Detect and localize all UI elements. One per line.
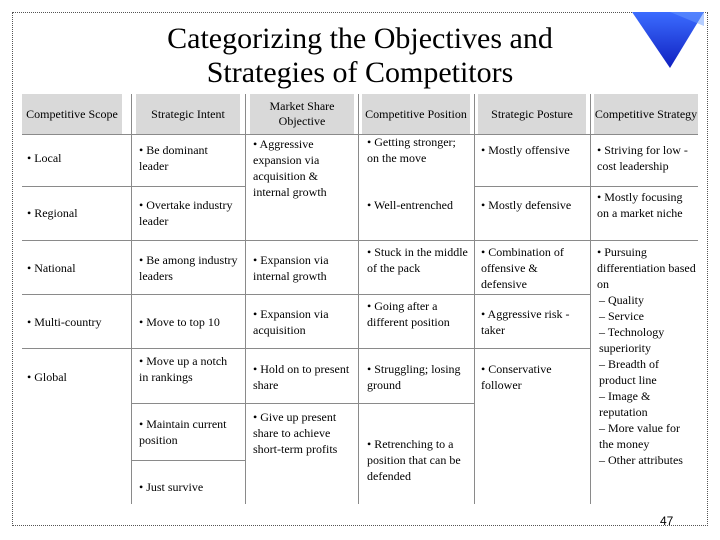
header-competitive-scope: Competitive Scope — [22, 94, 122, 134]
row-divider — [22, 186, 246, 187]
position-struggling: • Struggling; losing ground — [367, 362, 461, 392]
column-divider — [474, 94, 475, 504]
header-competitive-position: Competitive Position — [362, 94, 470, 134]
posture-offensive: • Mostly offensive — [481, 143, 570, 157]
column-divider — [590, 94, 591, 504]
position-retrenching: • Retrenching to a position that can be defended — [367, 437, 461, 483]
strategy-subitem: – Service — [599, 309, 644, 323]
share-hold-present: • Hold on to present share — [253, 362, 350, 392]
strategy-subitem: – Breadth of product line — [599, 357, 659, 387]
intent-just-survive: • Just survive — [139, 480, 204, 494]
scope-national: • National — [27, 261, 76, 275]
scope-local: • Local — [27, 151, 62, 165]
strategy-differentiation — [594, 244, 700, 468]
strategy-subitem: – More value for the money — [599, 421, 680, 451]
scope-multi-country: • Multi-country — [27, 315, 102, 329]
strategy-low-cost: • Striving for low -cost leadership — [597, 143, 688, 173]
strategy-subitem: – Other attributes — [599, 453, 683, 467]
strategy-pursuing: • Pursuing differentiation based on — [597, 245, 696, 291]
row-divider — [132, 403, 474, 404]
strategy-subitem: – Image & reputation — [599, 389, 651, 419]
scope-regional: • Regional — [27, 206, 78, 220]
column-divider — [358, 94, 359, 504]
down-triangle-logo-icon — [628, 6, 708, 70]
strategy-niche: • Mostly focusing on a market niche — [597, 190, 683, 220]
intent-among-leaders: • Be among industry leaders — [139, 253, 238, 283]
title-line-1: Categorizing the Objectives and — [167, 22, 553, 55]
position-getting-stronger: • Getting stronger; on the move — [367, 135, 456, 165]
share-acquisition: • Expansion via acquisition — [253, 307, 329, 337]
column-divider — [131, 94, 132, 504]
header-market-share-objective: Market Share Objective — [250, 94, 354, 134]
intent-overtake-leader: • Overtake industry leader — [139, 198, 233, 228]
position-well-entrenched: • Well-entrenched — [367, 198, 453, 212]
share-internal-growth: • Expansion via internal growth — [253, 253, 329, 283]
header-divider — [22, 134, 698, 135]
strategy-subitem: – Technology superiority — [599, 325, 665, 355]
row-divider — [22, 348, 590, 349]
page-number: 47 — [660, 514, 674, 528]
posture-conservative: • Conservative follower — [481, 362, 552, 392]
column-divider — [245, 94, 246, 504]
share-give-up: • Give up present share to achieve short-term profits — [253, 410, 338, 456]
header-strategic-intent: Strategic Intent — [136, 94, 240, 134]
intent-move-up-notch: • Move up a notch in rankings — [139, 354, 228, 384]
row-divider — [22, 294, 590, 295]
scope-global: • Global — [27, 370, 67, 384]
header-strategic-posture: Strategic Posture — [478, 94, 586, 134]
posture-combination: • Combination of offensive & defensive — [481, 245, 564, 291]
posture-risk-taker: • Aggressive risk -taker — [481, 307, 570, 337]
row-divider — [22, 240, 698, 241]
row-divider — [474, 186, 698, 187]
slide-title — [90, 22, 630, 90]
intent-be-dominant-leader: • Be dominant leader — [139, 143, 208, 173]
share-aggressive-expansion: • Aggressive expansion via acquisition & internal growth — [253, 137, 327, 199]
title-line-2: Strategies of Competitors — [206, 56, 514, 89]
row-divider — [132, 460, 245, 461]
intent-maintain-position: • Maintain current position — [139, 417, 227, 447]
strategy-subitem: – Quality — [599, 293, 644, 307]
posture-defensive: • Mostly defensive — [481, 198, 572, 212]
position-stuck-middle: • Stuck in the middle of the pack — [367, 245, 468, 275]
intent-top-10: • Move to top 10 — [139, 315, 220, 329]
header-competitive-strategy: Competitive Strategy — [594, 94, 698, 134]
position-different: • Going after a different position — [367, 299, 450, 329]
